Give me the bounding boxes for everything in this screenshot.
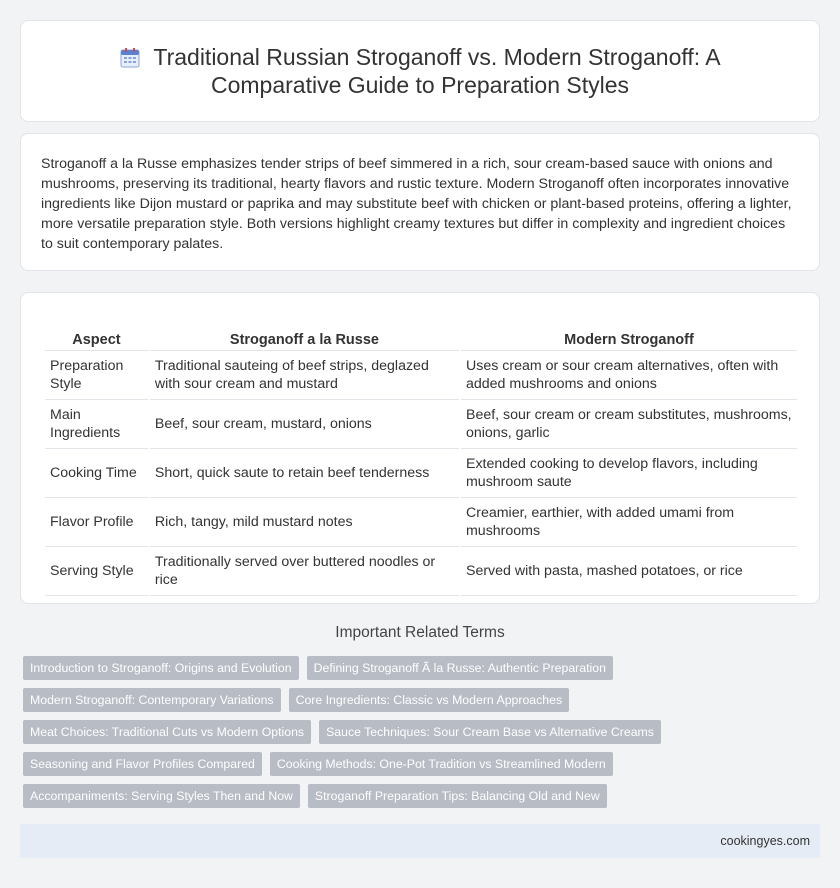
table-cell-traditional: Traditionally served over buttered noodles or rice: [150, 547, 459, 596]
table-cell-aspect: Flavor Profile: [45, 498, 148, 547]
related-terms-list: [23, 656, 823, 816]
related-term-tag[interactable]: Introduction to Stroganoff: Origins and Evolution: [23, 656, 299, 680]
table-cell-traditional: Traditional sauteing of beef strips, deglazed with sour cream and mustard: [150, 351, 459, 400]
related-term-tag[interactable]: Sauce Techniques: Sour Cream Base vs Alternative Creams: [319, 720, 661, 744]
table-row: [45, 498, 797, 547]
related-term-tag[interactable]: Core Ingredients: Classic vs Modern Approaches: [289, 688, 570, 712]
header-traditional: Stroganoff a la Russe: [150, 313, 459, 351]
table-cell-aspect: Preparation Style: [45, 351, 148, 400]
related-term-tag[interactable]: Seasoning and Flavor Profiles Compared: [23, 752, 262, 776]
table-cell-modern: Creamier, earthier, with added umami from mushrooms: [461, 498, 797, 547]
comparison-table-card: [20, 292, 820, 604]
table-cell-modern: Uses cream or sour cream alternatives, often with added mushrooms and onions: [461, 351, 797, 400]
table-cell-aspect: Cooking Time: [45, 449, 148, 498]
header-modern: Modern Stroganoff: [461, 313, 797, 351]
calendar-icon: [119, 47, 141, 69]
table-cell-traditional: Beef, sour cream, mustard, onions: [150, 400, 459, 449]
table-cell-modern: Extended cooking to develop flavors, including mushroom saute: [461, 449, 797, 498]
intro-card: [20, 133, 820, 271]
title-card: [20, 20, 820, 122]
table-cell-aspect: Main Ingredients: [45, 400, 148, 449]
related-term-tag[interactable]: Modern Stroganoff: Contemporary Variations: [23, 688, 281, 712]
footer-site-link[interactable]: cookingyes.com: [720, 834, 810, 848]
table-cell-modern: Served with pasta, mashed potatoes, or rice: [461, 547, 797, 596]
table-cell-traditional: Short, quick saute to retain beef tenderness: [150, 449, 459, 498]
table-row: [45, 547, 797, 596]
page-title-text: Traditional Russian Stroganoff vs. Modern Stroganoff: A Comparative Guide to Preparation Styles: [153, 44, 721, 98]
related-terms-title: Important Related Terms: [335, 624, 505, 641]
comparison-table: [43, 313, 799, 596]
table-cell-modern: Beef, sour cream or cream substitutes, mushrooms, onions, garlic: [461, 400, 797, 449]
table-cell-traditional: Rich, tangy, mild mustard notes: [150, 498, 459, 547]
table-row: [45, 351, 797, 400]
related-term-tag[interactable]: Meat Choices: Traditional Cuts vs Modern Options: [23, 720, 311, 744]
table-row: [45, 400, 797, 449]
footer: [20, 824, 820, 858]
related-term-tag[interactable]: Accompaniments: Serving Styles Then and Now: [23, 784, 300, 808]
table-row: [45, 449, 797, 498]
page-title: [61, 43, 779, 99]
related-term-tag[interactable]: Cooking Methods: One-Pot Tradition vs Streamlined Modern: [270, 752, 613, 776]
table-header-row: [45, 313, 797, 351]
table-cell-aspect: Serving Style: [45, 547, 148, 596]
intro-text: Stroganoff a la Russe emphasizes tender strips of beef simmered in a rich, sour cream-based sauce with onions and mushrooms, preserving its traditional, hearty flavors and rustic texture. Modern Stroganoff often incorporates innovative ingredients like Dijon mustard or paprika and may substitute beef with chicken or plant-based proteins, offering a lighter, more versatile preparation style. Both versions highlight creamy textures but differ in complexity and ingredient choices to suit contemporary palates.: [41, 156, 792, 252]
related-term-tag[interactable]: Stroganoff Preparation Tips: Balancing Old and New: [308, 784, 607, 808]
related-term-tag[interactable]: Defining Stroganoff Ã la Russe: Authentic Preparation: [307, 656, 613, 680]
header-aspect: Aspect: [45, 313, 148, 351]
